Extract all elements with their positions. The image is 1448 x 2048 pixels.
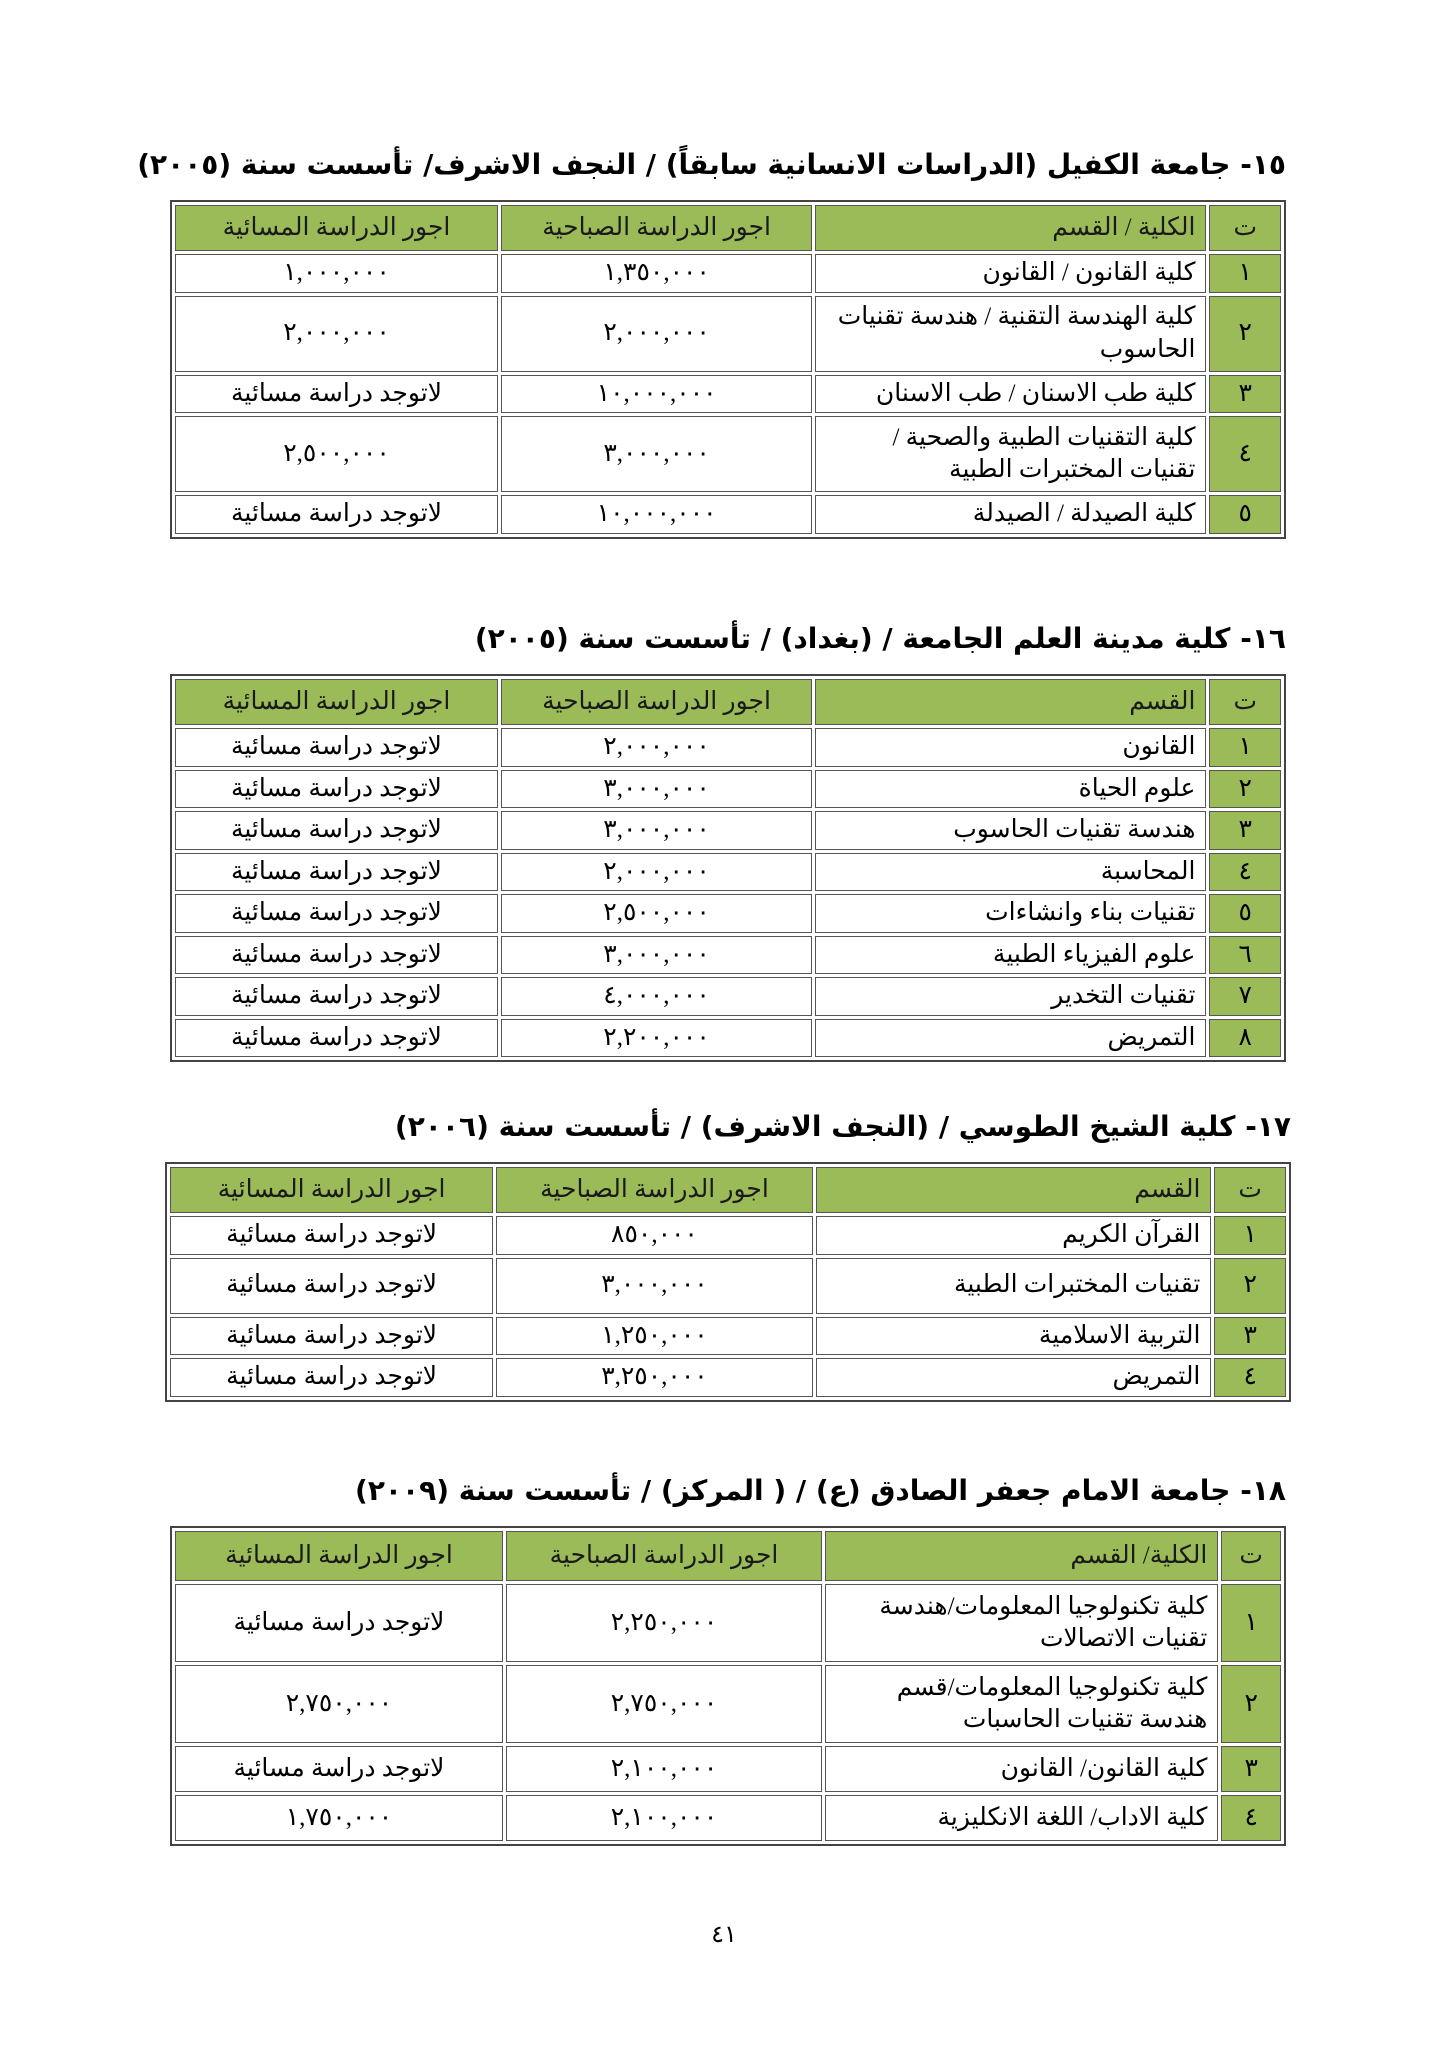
row-index: ١: [1209, 728, 1281, 767]
row-index: ٤: [1214, 1358, 1286, 1397]
section-18: [170, 1474, 1286, 1874]
row-department: كلية الهندسة التقنية / هندسة تقنيات الحاسوب: [815, 296, 1206, 372]
table-row: [175, 1665, 1281, 1743]
row-evening-fee: لاتوجد دراسة مسائية: [170, 1358, 493, 1397]
section-15: [137, 148, 1286, 558]
row-index: ١: [1221, 1584, 1281, 1662]
row-department: كلية طب الاسنان / طب الاسنان: [815, 375, 1206, 414]
row-evening-fee: لاتوجد دراسة مسائية: [175, 728, 498, 767]
row-evening-fee: لاتوجد دراسة مسائية: [175, 375, 498, 414]
header-row: [175, 205, 1281, 251]
header-row: [170, 1167, 1286, 1213]
section-heading-text: كلية مدينة العلم الجامعة / (بغداد) / تأسست سنة (٢٠٠٥): [474, 622, 1231, 655]
section-heading-text: جامعة الكفيل (الدراسات الانسانية سابقاً) / النجف الاشرف/ تأسست سنة (٢٠٠٥): [137, 148, 1231, 181]
row-index: ٦: [1209, 936, 1281, 975]
row-index: ٣: [1221, 1746, 1281, 1792]
fees-table: [170, 200, 1286, 539]
section-title: [475, 622, 1286, 655]
row-index: ١: [1209, 254, 1281, 293]
row-department: التربية الاسلامية: [816, 1317, 1212, 1356]
row-index: ٢: [1214, 1258, 1286, 1314]
row-evening-fee: لاتوجد دراسة مسائية: [175, 770, 498, 809]
row-morning-fee: ٣,٠٠٠,٠٠٠: [501, 811, 812, 850]
table-row: [170, 1317, 1286, 1356]
row-department: كلية القانون/ القانون: [825, 1746, 1218, 1792]
row-morning-fee: ٢,١٠٠,٠٠٠: [506, 1746, 822, 1792]
section-title: [137, 148, 1286, 181]
row-evening-fee: لاتوجد دراسة مسائية: [175, 1019, 498, 1058]
section-16: [170, 622, 1286, 1082]
row-index: ٤: [1209, 416, 1281, 492]
header-index: ت: [1209, 205, 1281, 251]
row-morning-fee: ١٠,٠٠٠,٠٠٠: [501, 375, 812, 414]
table-row: [175, 296, 1281, 372]
row-evening-fee: لاتوجد دراسة مسائية: [175, 1584, 503, 1662]
row-morning-fee: ٢,١٠٠,٠٠٠: [506, 1795, 822, 1841]
row-morning-fee: ٢,٢٥٠,٠٠٠: [506, 1584, 822, 1662]
header-index: ت: [1214, 1167, 1286, 1213]
row-morning-fee: ٢,٠٠٠,٠٠٠: [501, 728, 812, 767]
section-number: ١٦-: [1240, 622, 1286, 655]
row-department: علوم الفيزياء الطبية: [815, 936, 1206, 975]
row-department: تقنيات المختبرات الطبية: [816, 1258, 1212, 1314]
row-morning-fee: ١,٣٥٠,٠٠٠: [501, 254, 812, 293]
header-row: [175, 679, 1281, 725]
section-number: ١٥-: [1240, 148, 1286, 181]
row-department: كلية تكنولوجيا المعلومات/هندسة تقنيات الاتصالات: [825, 1584, 1218, 1662]
header-department: الكلية / القسم: [815, 205, 1206, 251]
row-evening-fee: ٢,٥٠٠,٠٠٠: [175, 416, 498, 492]
row-morning-fee: ١,٢٥٠,٠٠٠: [496, 1317, 812, 1356]
row-evening-fee: لاتوجد دراسة مسائية: [175, 1746, 503, 1792]
row-department: كلية القانون / القانون: [815, 254, 1206, 293]
row-index: ٥: [1209, 894, 1281, 933]
row-department: كلية الاداب/ اللغة الانكليزية: [825, 1795, 1218, 1841]
row-evening-fee: لاتوجد دراسة مسائية: [170, 1258, 493, 1314]
table-row: [175, 936, 1281, 975]
row-index: ٨: [1209, 1019, 1281, 1058]
row-index: ٤: [1209, 853, 1281, 892]
row-morning-fee: ٢,٧٥٠,٠٠٠: [506, 1665, 822, 1743]
row-index: ٥: [1209, 495, 1281, 534]
row-index: ٣: [1209, 811, 1281, 850]
row-morning-fee: ٨٥٠,٠٠٠: [496, 1216, 812, 1255]
table-row: [175, 416, 1281, 492]
row-department: كلية الصيدلة / الصيدلة: [815, 495, 1206, 534]
row-evening-fee: لاتوجد دراسة مسائية: [175, 853, 498, 892]
section-title: [395, 1110, 1291, 1143]
row-department: التمريض: [816, 1358, 1212, 1397]
table-row: [175, 853, 1281, 892]
header-row: [175, 1531, 1281, 1581]
header-morning-fee: اجور الدراسة الصباحية: [501, 679, 812, 725]
table-row: [170, 1258, 1286, 1314]
row-morning-fee: ١٠,٠٠٠,٠٠٠: [501, 495, 812, 534]
section-title: [355, 1474, 1286, 1507]
section-heading-text: كلية الشيخ الطوسي / (النجف الاشرف) / تأسست سنة (٢٠٠٦): [394, 1110, 1236, 1143]
row-evening-fee: لاتوجد دراسة مسائية: [170, 1216, 493, 1255]
page-number: ٤١: [711, 1920, 737, 1948]
row-evening-fee: لاتوجد دراسة مسائية: [175, 894, 498, 933]
table-row: [175, 728, 1281, 767]
row-morning-fee: ٣,٠٠٠,٠٠٠: [501, 416, 812, 492]
table-row: [175, 770, 1281, 809]
row-index: ٧: [1209, 977, 1281, 1016]
row-department: القرآن الكريم: [816, 1216, 1212, 1255]
row-index: ٣: [1209, 375, 1281, 414]
table-row: [170, 1358, 1286, 1397]
header-evening-fee: اجور الدراسة المسائية: [175, 205, 498, 251]
table-row: [175, 1795, 1281, 1841]
header-index: ت: [1209, 679, 1281, 725]
row-evening-fee: ٢,٠٠٠,٠٠٠: [175, 296, 498, 372]
row-evening-fee: لاتوجد دراسة مسائية: [175, 811, 498, 850]
table-row: [175, 894, 1281, 933]
row-index: ٣: [1214, 1317, 1286, 1356]
header-evening-fee: اجور الدراسة المسائية: [170, 1167, 493, 1213]
row-morning-fee: ٢,٠٠٠,٠٠٠: [501, 853, 812, 892]
fees-table: [170, 1526, 1286, 1846]
table-row: [170, 1216, 1286, 1255]
table-row: [175, 1746, 1281, 1792]
row-department: التمريض: [815, 1019, 1206, 1058]
table-row: [175, 375, 1281, 414]
row-evening-fee: ٢,٧٥٠,٠٠٠: [175, 1665, 503, 1743]
header-morning-fee: اجور الدراسة الصباحية: [496, 1167, 812, 1213]
row-department: كلية التقنيات الطبية والصحية / تقنيات المختبرات الطبية: [815, 416, 1206, 492]
row-department: المحاسبة: [815, 853, 1206, 892]
row-morning-fee: ٤,٠٠٠,٠٠٠: [501, 977, 812, 1016]
row-evening-fee: ١,٠٠٠,٠٠٠: [175, 254, 498, 293]
table-row: [175, 1019, 1281, 1058]
header-morning-fee: اجور الدراسة الصباحية: [501, 205, 812, 251]
row-evening-fee: لاتوجد دراسة مسائية: [175, 977, 498, 1016]
section-number: ١٧-: [1245, 1110, 1291, 1143]
table-row: [175, 1584, 1281, 1662]
section-number: ١٨-: [1240, 1474, 1286, 1507]
section-heading-text: جامعة الامام جعفر الصادق (ع) / ( المركز) / تأسست سنة (٢٠٠٩): [355, 1474, 1231, 1507]
row-index: ٤: [1221, 1795, 1281, 1841]
row-evening-fee: لاتوجد دراسة مسائية: [170, 1317, 493, 1356]
header-morning-fee: اجور الدراسة الصباحية: [506, 1531, 822, 1581]
table-row: [175, 495, 1281, 534]
row-morning-fee: ٣,٠٠٠,٠٠٠: [501, 936, 812, 975]
row-department: تقنيات بناء وانشاءات: [815, 894, 1206, 933]
row-index: ٢: [1209, 296, 1281, 372]
row-morning-fee: ٣,٠٠٠,٠٠٠: [496, 1258, 812, 1314]
row-index: ٢: [1209, 770, 1281, 809]
row-index: ٢: [1221, 1665, 1281, 1743]
header-evening-fee: اجور الدراسة المسائية: [175, 1531, 503, 1581]
row-morning-fee: ٢,٢٠٠,٠٠٠: [501, 1019, 812, 1058]
table-row: [175, 977, 1281, 1016]
table-row: [175, 811, 1281, 850]
section-17: [165, 1110, 1291, 1420]
row-department: تقنيات التخدير: [815, 977, 1206, 1016]
header-index: ت: [1221, 1531, 1281, 1581]
row-morning-fee: ٢,٥٠٠,٠٠٠: [501, 894, 812, 933]
fees-table: [165, 1162, 1291, 1402]
row-evening-fee: ١,٧٥٠,٠٠٠: [175, 1795, 503, 1841]
header-evening-fee: اجور الدراسة المسائية: [175, 679, 498, 725]
row-department: كلية تكنولوجيا المعلومات/قسم هندسة تقنيات الحاسبات: [825, 1665, 1218, 1743]
table-row: [175, 254, 1281, 293]
row-morning-fee: ٣,٠٠٠,٠٠٠: [501, 770, 812, 809]
row-index: ١: [1214, 1216, 1286, 1255]
row-department: القانون: [815, 728, 1206, 767]
row-department: هندسة تقنيات الحاسوب: [815, 811, 1206, 850]
header-department: الكلية/ القسم: [825, 1531, 1218, 1581]
row-evening-fee: لاتوجد دراسة مسائية: [175, 936, 498, 975]
row-morning-fee: ٣,٢٥٠,٠٠٠: [496, 1358, 812, 1397]
row-department: علوم الحياة: [815, 770, 1206, 809]
row-morning-fee: ٢,٠٠٠,٠٠٠: [501, 296, 812, 372]
fees-table: [170, 674, 1286, 1062]
header-department: القسم: [815, 679, 1206, 725]
row-evening-fee: لاتوجد دراسة مسائية: [175, 495, 498, 534]
header-department: القسم: [816, 1167, 1212, 1213]
